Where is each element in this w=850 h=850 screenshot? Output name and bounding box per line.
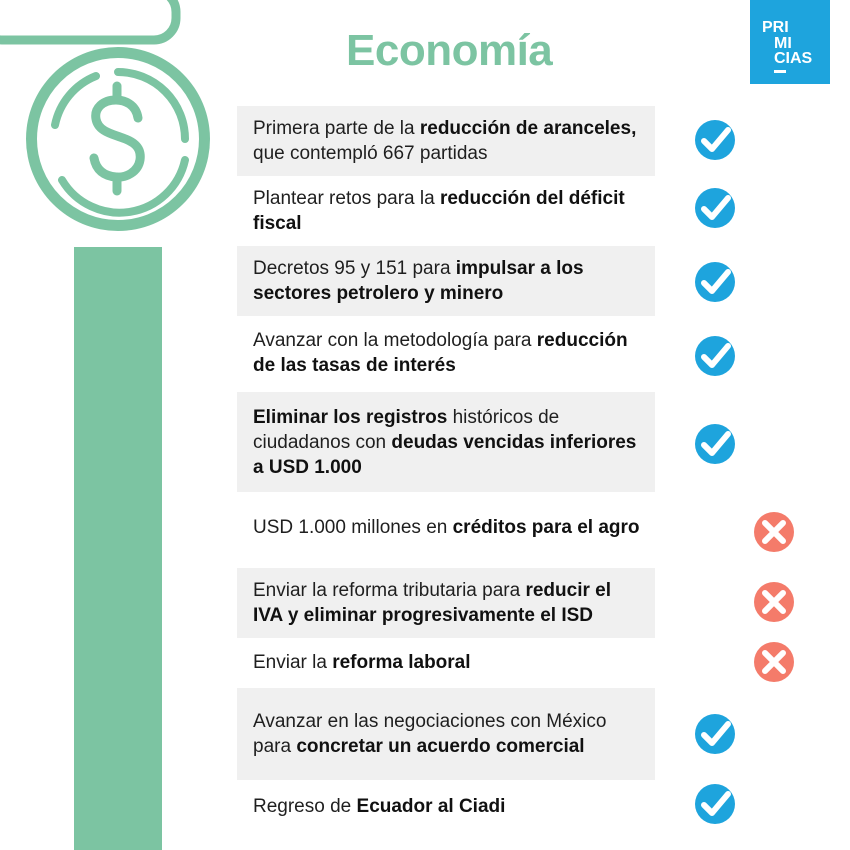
cross-icon xyxy=(752,640,796,684)
logo-line-1: PRI xyxy=(762,19,789,36)
list-item xyxy=(237,494,655,560)
list-item xyxy=(237,688,655,780)
list-item xyxy=(237,392,655,492)
list-item xyxy=(237,246,655,316)
item-text-bold: reducción de las tasas de interés xyxy=(253,330,628,376)
check-icon xyxy=(693,422,737,466)
list-item xyxy=(237,782,655,830)
check-icon xyxy=(693,260,737,304)
item-text-regular: Enviar la reforma tributaria para xyxy=(253,580,526,601)
list-item xyxy=(237,106,655,176)
cross-icon xyxy=(752,510,796,554)
item-text-regular: Decretos 95 y 151 para xyxy=(253,258,456,279)
item-text-regular: USD 1.000 millones en xyxy=(253,516,453,538)
check-icon xyxy=(693,118,737,162)
item-text xyxy=(253,186,641,236)
check-icon xyxy=(693,712,737,756)
check-icon xyxy=(693,186,737,230)
list-item xyxy=(237,178,655,244)
dollar-coin-icon xyxy=(0,0,240,850)
item-text xyxy=(253,256,641,306)
item-text-regular: Avanzar en las negociaciones con México para xyxy=(253,711,607,757)
list-item xyxy=(237,568,655,638)
item-text xyxy=(253,116,641,166)
item-text-bold: créditos para el agro xyxy=(452,516,640,538)
item-text-bold: deudas vencidas inferiores a USD 1.000 xyxy=(253,431,637,478)
page-title: Economía xyxy=(346,26,553,75)
check-icon xyxy=(693,334,737,378)
item-text-regular: Regreso de xyxy=(253,795,357,817)
list-item xyxy=(237,642,655,682)
item-text-bold: concretar un acuerdo comercial xyxy=(296,736,585,757)
primicias-logo xyxy=(750,0,830,84)
item-text xyxy=(253,650,471,675)
item-text-regular: Plantear retos para la xyxy=(253,188,440,209)
item-text xyxy=(253,578,641,628)
item-text-bold: Eliminar los registros xyxy=(253,406,448,428)
item-text-regular: Avanzar con la metodología para xyxy=(253,330,537,351)
logo-line-3: CIAS xyxy=(774,50,813,67)
item-text-bold: Ecuador al Ciadi xyxy=(356,795,506,817)
item-text-bold: reducción del déficit fiscal xyxy=(253,188,625,234)
logo-underline xyxy=(774,70,786,73)
item-text-bold: reforma laboral xyxy=(332,651,471,673)
item-text-bold: reducción de aranceles, xyxy=(419,118,637,139)
item-text xyxy=(253,794,505,819)
item-text-regular: Enviar la xyxy=(253,651,333,673)
item-text-regular: históricos de ciudadanos con xyxy=(253,406,560,453)
item-text xyxy=(253,405,641,480)
cross-icon xyxy=(752,580,796,624)
item-text-regular: Primera parte de la xyxy=(253,118,420,139)
item-text xyxy=(253,328,641,378)
logo-line-2: MI xyxy=(774,35,792,52)
list-item xyxy=(237,320,655,386)
item-text-regular: que contempló 667 partidas xyxy=(253,143,488,164)
item-text-bold: reducir el IVA y eliminar progresivamente el ISD xyxy=(253,580,611,626)
item-text xyxy=(253,709,641,759)
item-text-bold: impulsar a los sectores petrolero y minero xyxy=(253,258,584,304)
check-icon xyxy=(693,782,737,826)
item-text xyxy=(253,515,640,540)
